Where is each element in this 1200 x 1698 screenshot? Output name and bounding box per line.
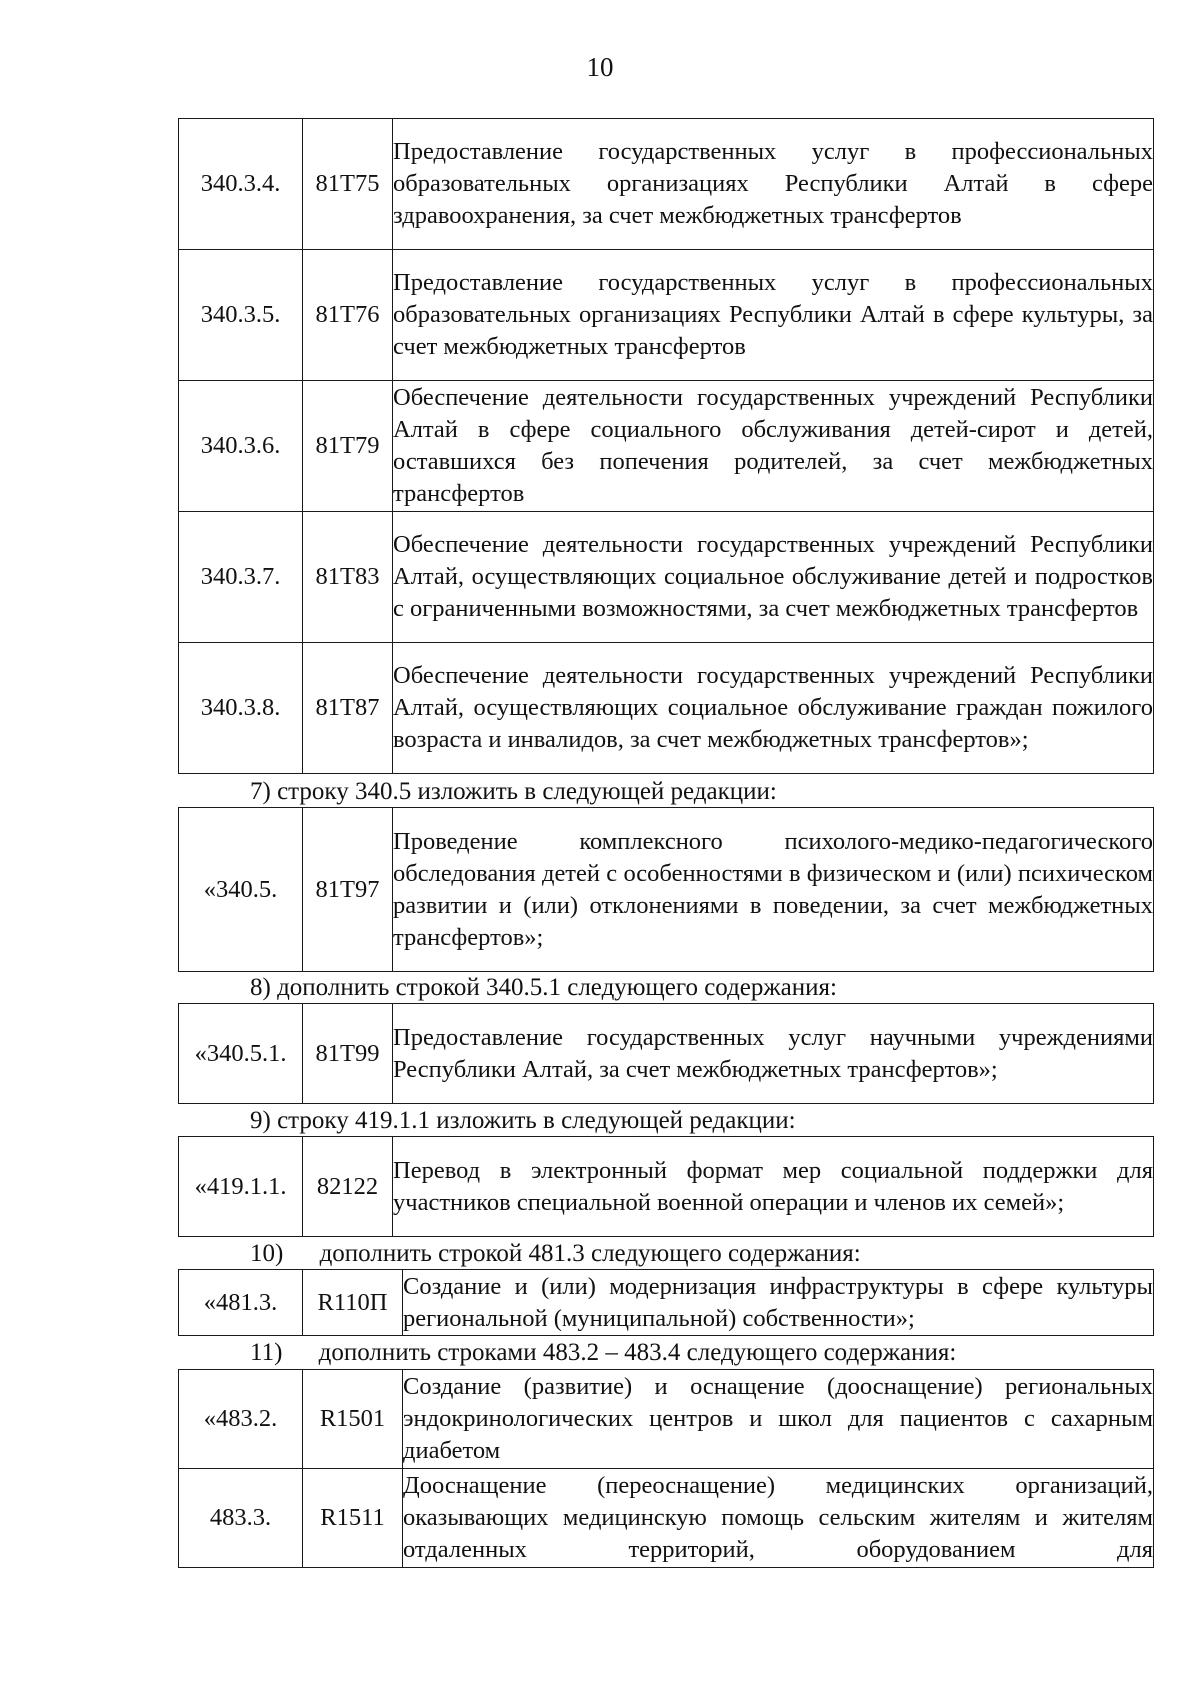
instruction-10-text: дополнить строкой 481.3 следующего содержания: bbox=[319, 1240, 861, 1267]
row-number: 483.3. bbox=[179, 1469, 303, 1568]
row-code: 81Т97 bbox=[303, 808, 393, 972]
row-description: Обеспечение деятельности государственных учреждений Республики Алтай, осуществляющих социальное обслуживание детей и подростков с ограниченными возможностями, за счет межбюджетных трансфертов bbox=[393, 512, 1154, 643]
page-number: 10 bbox=[586, 52, 614, 82]
row-description: Предоставление государственных услуг в профессиональных образовательных организациях Республики Алтай в сфере здравоохранения, за счет межбюджетных трансфертов bbox=[393, 119, 1154, 250]
instruction-7: 7) строку 340.5 изложить в следующей редакции: bbox=[250, 778, 777, 805]
row-code: 81Т83 bbox=[303, 512, 393, 643]
table-row bbox=[179, 1137, 1154, 1237]
instruction-11-text: дополнить строками 483.2 – 483.4 следующего содержания: bbox=[318, 1339, 957, 1366]
row-description: Создание и (или) модернизация инфраструктуры в сфере культуры региональной (муниципальной) собственности»; bbox=[403, 1270, 1154, 1336]
table-row bbox=[179, 250, 1154, 381]
row-number: 340.3.6. bbox=[179, 381, 303, 512]
row-code: R1501 bbox=[303, 1370, 403, 1469]
table-row bbox=[179, 1270, 1154, 1336]
row-code: R1511 bbox=[303, 1469, 403, 1568]
table-row bbox=[179, 512, 1154, 643]
row-number: «481.3. bbox=[179, 1270, 303, 1336]
instruction-10-number: 10) bbox=[250, 1240, 284, 1267]
table-row bbox=[179, 1469, 1154, 1568]
row-code: 81Т99 bbox=[303, 1004, 393, 1104]
table-row bbox=[179, 1370, 1154, 1469]
row-description: Перевод в электронный формат мер социальной поддержки для участников специальной военной операции и членов их семей»; bbox=[393, 1137, 1154, 1237]
row-code: 81Т75 bbox=[303, 119, 393, 250]
row-description: Обеспечение деятельности государственных учреждений Республики Алтай, осуществляющих социальное обслуживание граждан пожилого возраста и инвалидов, за счет межбюджетных трансфертов»; bbox=[393, 643, 1154, 774]
table-8 bbox=[178, 1003, 1154, 1104]
instruction-10 bbox=[250, 1239, 861, 1269]
row-description: Предоставление государственных услуг научными учреждениями Республики Алтай, за счет межбюджетных трансфертов»; bbox=[393, 1004, 1154, 1104]
table-11 bbox=[178, 1369, 1154, 1568]
row-code: 82122 bbox=[303, 1137, 393, 1237]
instruction-11-number: 11) bbox=[250, 1339, 283, 1366]
row-description: Создание (развитие) и оснащение (дооснащение) региональных эндокринологических центров и школ для пациентов с сахарным диабетом bbox=[403, 1370, 1154, 1469]
row-code: 81Т87 bbox=[303, 643, 393, 774]
table-9 bbox=[178, 1136, 1154, 1237]
row-number: «483.2. bbox=[179, 1370, 303, 1469]
instruction-11 bbox=[250, 1338, 956, 1368]
row-number: 340.3.4. bbox=[179, 119, 303, 250]
table-7 bbox=[178, 807, 1154, 972]
row-description: Предоставление государственных услуг в профессиональных образовательных организациях Республики Алтай в сфере культуры, за счет межбюджетных трансфертов bbox=[393, 250, 1154, 381]
row-number: 340.3.5. bbox=[179, 250, 303, 381]
table-row bbox=[179, 643, 1154, 774]
row-number: 340.3.8. bbox=[179, 643, 303, 774]
table-row bbox=[179, 808, 1154, 972]
row-code: R110П bbox=[303, 1270, 403, 1336]
row-description: Дооснащение (переоснащение) медицинских организаций, оказывающих медицинскую помощь сельским жителям и жителям отдаленных территорий, оборудованием для bbox=[403, 1469, 1154, 1568]
table-row bbox=[179, 1004, 1154, 1104]
row-code: 81Т76 bbox=[303, 250, 393, 381]
row-description: Обеспечение деятельности государственных учреждений Республики Алтай в сфере социального обслуживания детей-сирот и детей, оставшихся без попечения родителей, за счет межбюджетных трансфертов bbox=[393, 381, 1154, 512]
row-description: Проведение комплексного психолого-медико-педагогического обследования детей с особенностями в физическом и (или) психическом развитии и (или) отклонениями в поведении, за счет межбюджетных трансфертов»; bbox=[393, 808, 1154, 972]
row-code: 81Т79 bbox=[303, 381, 393, 512]
main-table bbox=[178, 118, 1154, 774]
instruction-9: 9) строку 419.1.1 изложить в следующей редакции: bbox=[250, 1107, 796, 1134]
instruction-8: 8) дополнить строкой 340.5.1 следующего содержания: bbox=[250, 974, 837, 1001]
row-number: «419.1.1. bbox=[179, 1137, 303, 1237]
table-10 bbox=[178, 1269, 1154, 1336]
table-row bbox=[179, 381, 1154, 512]
table-row bbox=[179, 119, 1154, 250]
row-number: «340.5. bbox=[179, 808, 303, 972]
row-number: «340.5.1. bbox=[179, 1004, 303, 1104]
row-number: 340.3.7. bbox=[179, 512, 303, 643]
